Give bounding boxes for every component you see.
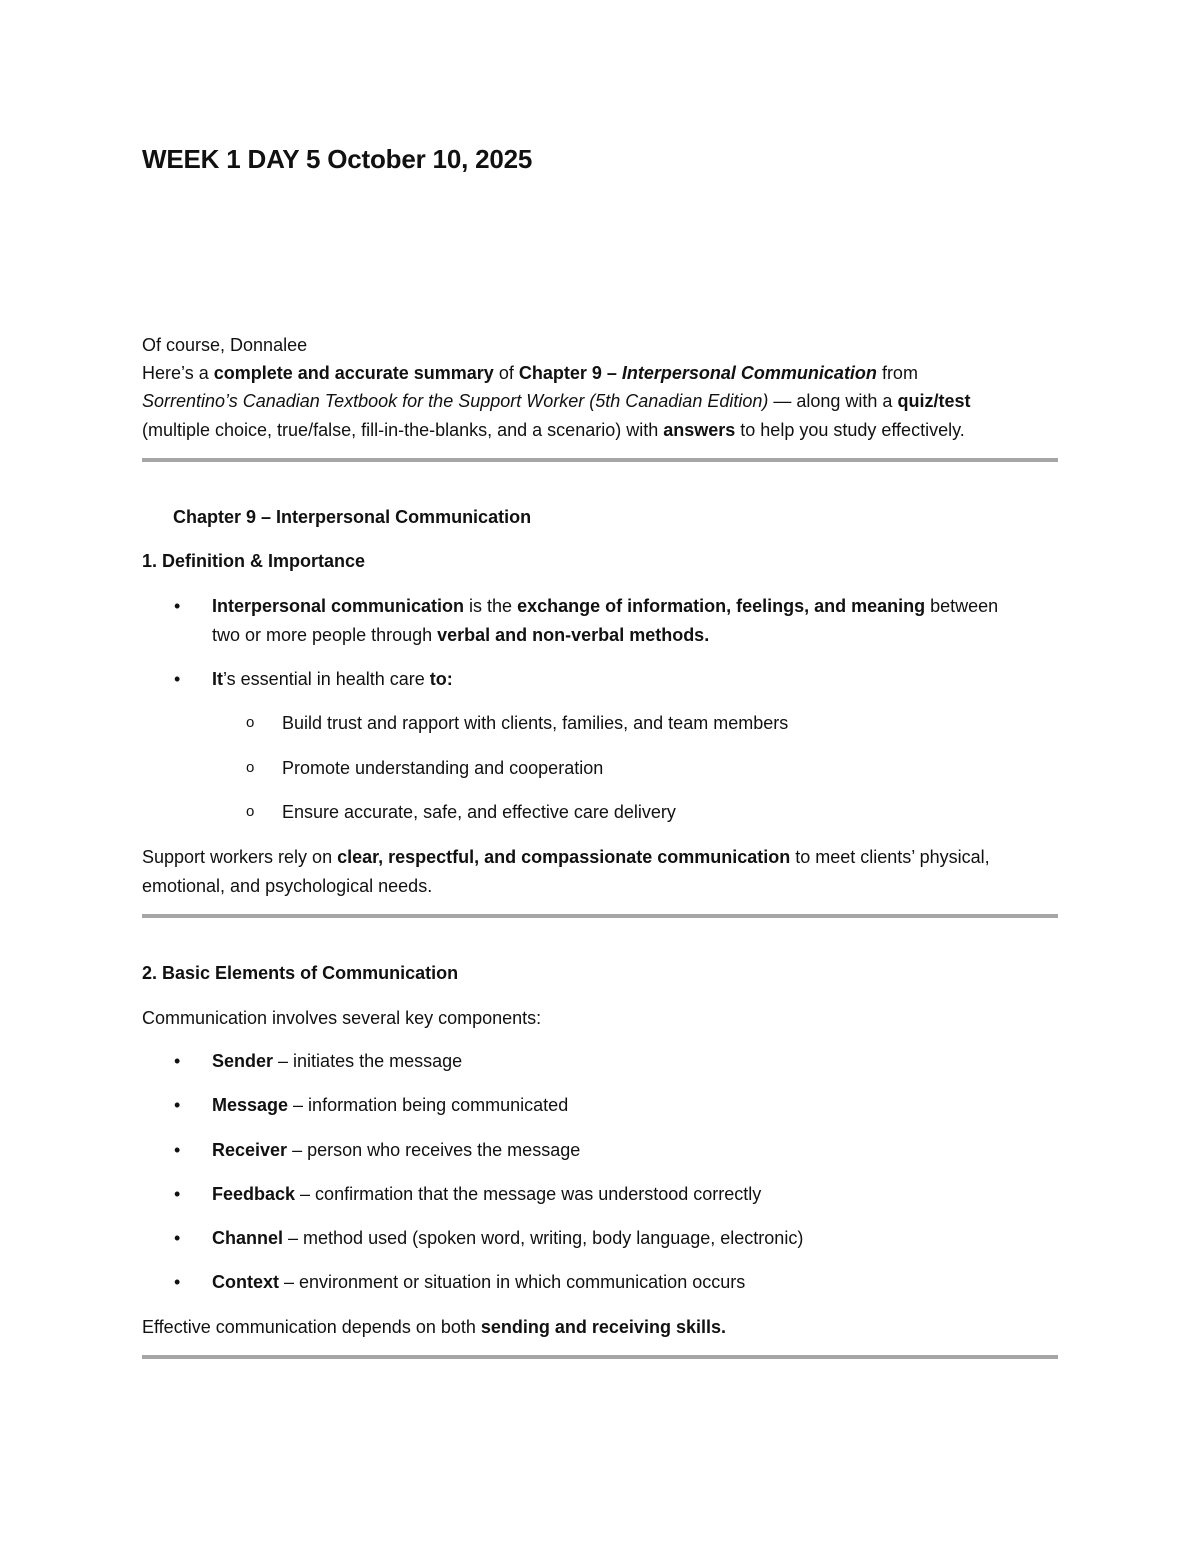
- description: – information being communicated: [288, 1095, 569, 1115]
- bullet-icon: •: [174, 1140, 181, 1160]
- bullet-icon: •: [174, 1051, 181, 1071]
- greeting-line: Of course, Donnalee: [142, 335, 308, 355]
- section1-paragraph: [142, 843, 1062, 871]
- text-bold-italic: Interpersonal Communication: [621, 363, 877, 383]
- text-bold: quiz/test: [897, 391, 971, 411]
- term: Receiver: [212, 1140, 288, 1160]
- term: Sender: [212, 1051, 274, 1071]
- description: – confirmation that the message was understood correctly: [295, 1184, 762, 1204]
- sub-bullet-icon: o: [246, 714, 255, 731]
- description: – initiates the message: [273, 1051, 463, 1071]
- sub-list-item: Ensure accurate, safe, and effective care delivery: [282, 802, 676, 822]
- page-title: WEEK 1 DAY 5 October 10, 2025: [142, 144, 533, 174]
- list-item: [212, 1224, 803, 1252]
- section1-heading: 1. Definition & Importance: [142, 551, 366, 571]
- text: from: [876, 363, 918, 383]
- list-item-continued: [212, 621, 709, 649]
- intro-line-3: [142, 416, 1062, 444]
- list-item: [212, 1047, 462, 1075]
- text-bold: sending and receiving skills.: [480, 1317, 726, 1337]
- section1-paragraph-line-2: emotional, and psychological needs.: [142, 876, 433, 896]
- text: Support workers rely on: [142, 847, 338, 867]
- intro-line-1: [142, 359, 1062, 387]
- bullet-icon: •: [174, 596, 181, 616]
- text: two or more people through: [212, 625, 438, 645]
- horizontal-rule: [142, 1355, 1058, 1359]
- section2-closing: [142, 1313, 1062, 1341]
- text-bold: clear, respectful, and compassionate communication: [337, 847, 791, 867]
- list-item: [212, 592, 998, 620]
- term: Feedback: [212, 1184, 296, 1204]
- list-item: [212, 1268, 745, 1296]
- text-bold: It: [212, 669, 223, 689]
- description: – environment or situation in which communication occurs: [279, 1272, 746, 1292]
- term: Context: [212, 1272, 279, 1292]
- text: to meet clients’ physical,: [790, 847, 990, 867]
- sub-bullet-icon: o: [246, 759, 255, 776]
- section2-intro: Communication involves several key components:: [142, 1008, 542, 1028]
- text-bold: verbal and non-verbal methods.: [437, 625, 710, 645]
- text-bold: Interpersonal communication: [212, 596, 465, 616]
- sub-bullet-icon: o: [246, 803, 255, 820]
- list-item: [212, 1180, 761, 1208]
- chapter-heading: Chapter 9 – Interpersonal Communication: [173, 507, 532, 527]
- text: — along with a: [768, 391, 898, 411]
- text: Effective communication depends on both: [142, 1317, 481, 1337]
- list-item: [212, 1091, 568, 1119]
- term: Message: [212, 1095, 289, 1115]
- term: Channel: [212, 1228, 284, 1248]
- sub-list-item: Promote understanding and cooperation: [282, 758, 604, 778]
- text: is the: [464, 596, 518, 616]
- bullet-icon: •: [174, 1272, 181, 1292]
- description: – method used (spoken word, writing, body language, electronic): [283, 1228, 804, 1248]
- horizontal-rule: [142, 914, 1058, 918]
- list-item: [212, 665, 453, 693]
- sub-list-item: Build trust and rapport with clients, families, and team members: [282, 713, 789, 733]
- textbook-title: Sorrentino’s Canadian Textbook for the Support Worker (5th Canadian Edition): [142, 391, 769, 411]
- text-bold: answers: [663, 420, 736, 440]
- text: to help you study effectively.: [735, 420, 965, 440]
- text: between: [925, 596, 999, 616]
- bullet-icon: •: [174, 1184, 181, 1204]
- intro-line-2: [142, 387, 1062, 415]
- text: (multiple choice, true/false, fill-in-the-blanks, and a scenario) with: [142, 420, 664, 440]
- horizontal-rule: [142, 458, 1058, 462]
- description: – person who receives the message: [287, 1140, 581, 1160]
- list-item: [212, 1136, 580, 1164]
- text-bold: to:: [429, 669, 453, 689]
- bullet-icon: •: [174, 1228, 181, 1248]
- text: Here’s a: [142, 363, 214, 383]
- text-bold: Chapter 9 –: [518, 363, 622, 383]
- bullet-icon: •: [174, 669, 181, 689]
- text-bold: exchange of information, feelings, and meaning: [517, 596, 926, 616]
- text-bold: complete and accurate summary: [213, 363, 494, 383]
- section2-heading: 2. Basic Elements of Communication: [142, 963, 459, 983]
- text: of: [493, 363, 519, 383]
- bullet-icon: •: [174, 1095, 181, 1115]
- text: ’s essential in health care: [223, 669, 430, 689]
